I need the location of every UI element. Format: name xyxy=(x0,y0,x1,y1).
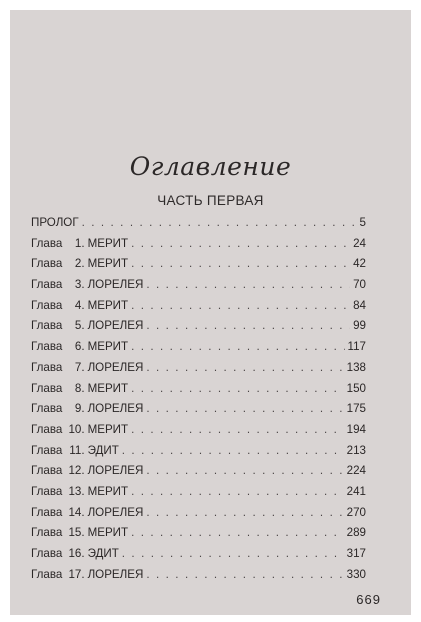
entry-label: Глава 16. ЭДИТ xyxy=(31,547,119,560)
toc-entry xyxy=(31,526,366,547)
entry-title: МЕРИТ xyxy=(87,422,129,436)
entry-page: 213 xyxy=(346,443,366,457)
page-title: Оглавление xyxy=(129,152,292,181)
entry-page: 224 xyxy=(346,464,366,478)
entry-label: Глава 4. МЕРИТ xyxy=(31,298,129,312)
toc-entry xyxy=(31,568,366,589)
toc-entry xyxy=(31,547,366,568)
entry-number: 16. xyxy=(68,547,85,560)
entry-title: ЛОРЕЛЕЯ xyxy=(87,505,144,519)
dot-leader xyxy=(131,299,350,312)
entry-number: 5. xyxy=(74,319,85,333)
toc-entry xyxy=(31,361,366,382)
entry-label: Глава 10. МЕРИТ xyxy=(31,422,129,436)
dot-leader xyxy=(131,382,344,395)
entry-label: Глава 2. МЕРИТ xyxy=(31,257,129,271)
entry-number: 6. xyxy=(74,340,85,354)
entry-label: Глава 8. МЕРИТ xyxy=(31,381,129,395)
entry-number: 3. xyxy=(74,278,85,292)
toc-entry xyxy=(31,444,366,465)
toc-entry-prologue xyxy=(31,216,366,237)
entry-number: 10. xyxy=(68,422,85,436)
entry-title: ЭДИТ xyxy=(87,443,119,457)
entry-title: ЛОРЕЛЕЯ xyxy=(87,360,144,374)
dot-leader xyxy=(146,568,343,581)
toc-entry xyxy=(31,319,366,340)
entry-page: 70 xyxy=(353,278,366,292)
entry-number: 1. xyxy=(74,236,85,250)
entry-page: 24 xyxy=(353,236,366,250)
entry-number: 17. xyxy=(68,567,85,581)
entry-label: Глава 12. ЛОРЕЛЕЯ xyxy=(31,464,144,478)
toc-entry xyxy=(31,340,366,361)
dot-leader xyxy=(131,423,344,436)
dot-leader xyxy=(146,506,343,519)
entry-label: Глава 17. ЛОРЕЛЕЯ xyxy=(31,567,144,581)
entry-title: МЕРИТ xyxy=(87,526,129,540)
entry-number: 9. xyxy=(74,402,85,416)
entry-title: МЕРИТ xyxy=(87,484,129,498)
dot-leader xyxy=(146,319,350,332)
toc-entry xyxy=(31,506,366,527)
dot-leader xyxy=(146,361,343,374)
page-number: 669 xyxy=(356,592,381,607)
toc-entry xyxy=(31,464,366,485)
entry-label: Глава 13. МЕРИТ xyxy=(31,484,129,498)
entry-page: 330 xyxy=(346,567,366,581)
entry-page: 317 xyxy=(346,547,366,560)
dot-leader xyxy=(146,464,343,477)
entry-title: ЛОРЕЛЕЯ xyxy=(87,319,144,333)
toc-entry xyxy=(31,402,366,423)
entry-number: 7. xyxy=(74,360,85,374)
entry-title: ЛОРЕЛЕЯ xyxy=(87,278,144,292)
entry-title: ЛОРЕЛЕЯ xyxy=(87,567,144,581)
toc-entry xyxy=(31,485,366,506)
entry-label: Глава 3. ЛОРЕЛЕЯ xyxy=(31,278,144,292)
toc-entry xyxy=(31,278,366,299)
entry-number: 8. xyxy=(74,381,85,395)
entry-page: 270 xyxy=(346,505,366,519)
entry-label: Глава 7. ЛОРЕЛЕЯ xyxy=(31,360,144,374)
toc-entry xyxy=(31,257,366,278)
entry-page: 175 xyxy=(346,402,366,416)
entry-title: МЕРИТ xyxy=(87,381,129,395)
entry-label: Глава 9. ЛОРЕЛЕЯ xyxy=(31,402,144,416)
table-of-contents xyxy=(31,216,366,588)
toc-entry xyxy=(31,299,366,320)
toc-entry xyxy=(31,382,366,403)
entry-number: 14. xyxy=(68,505,85,519)
toc-entry xyxy=(31,237,366,258)
entry-number: 11. xyxy=(69,443,85,457)
dot-leader xyxy=(122,547,344,560)
entry-number: 12. xyxy=(68,464,85,478)
dot-leader xyxy=(146,402,343,415)
entry-title: ЭДИТ xyxy=(87,547,119,560)
entry-label: Глава 5. ЛОРЕЛЕЯ xyxy=(31,319,144,333)
dot-leader xyxy=(131,526,344,539)
dot-leader xyxy=(131,257,350,270)
dot-leader xyxy=(122,444,344,457)
entry-page: 117 xyxy=(347,340,366,354)
entry-label: Глава 1. МЕРИТ xyxy=(31,236,129,250)
entry-title: ЛОРЕЛЕЯ xyxy=(87,402,144,416)
entry-page: 150 xyxy=(346,381,366,395)
entry-page: 289 xyxy=(346,526,366,540)
dot-leader xyxy=(82,216,357,229)
entry-label: ПРОЛОГ xyxy=(31,216,79,229)
entry-page: 194 xyxy=(346,422,366,436)
book-page xyxy=(10,10,411,615)
entry-title: МЕРИТ xyxy=(87,236,129,250)
entry-page: 5 xyxy=(359,216,366,229)
entry-label: Глава 11. ЭДИТ xyxy=(31,443,119,457)
dot-leader xyxy=(131,237,350,250)
entry-title: МЕРИТ xyxy=(87,340,129,354)
entry-title: МЕРИТ xyxy=(87,257,129,271)
entry-page: 99 xyxy=(353,319,366,333)
entry-page: 241 xyxy=(346,484,366,498)
entry-title: МЕРИТ xyxy=(87,298,129,312)
dot-leader xyxy=(146,278,350,291)
entry-page: 84 xyxy=(353,298,366,312)
entry-page: 138 xyxy=(346,360,366,374)
entry-number: 15. xyxy=(68,526,85,540)
entry-label: Глава 15. МЕРИТ xyxy=(31,526,129,540)
entry-label: Глава 6. МЕРИТ xyxy=(31,340,129,354)
entry-number: 4. xyxy=(74,298,85,312)
entry-title: ЛОРЕЛЕЯ xyxy=(87,464,144,478)
entry-number: 2. xyxy=(74,257,85,271)
dot-leader xyxy=(131,340,344,353)
entry-number: 13. xyxy=(68,484,85,498)
entry-page: 42 xyxy=(353,257,366,271)
part-title: ЧАСТЬ ПЕРВАЯ xyxy=(157,193,264,208)
dot-leader xyxy=(131,485,344,498)
toc-entry xyxy=(31,423,366,444)
entry-label: Глава 14. ЛОРЕЛЕЯ xyxy=(31,505,144,519)
